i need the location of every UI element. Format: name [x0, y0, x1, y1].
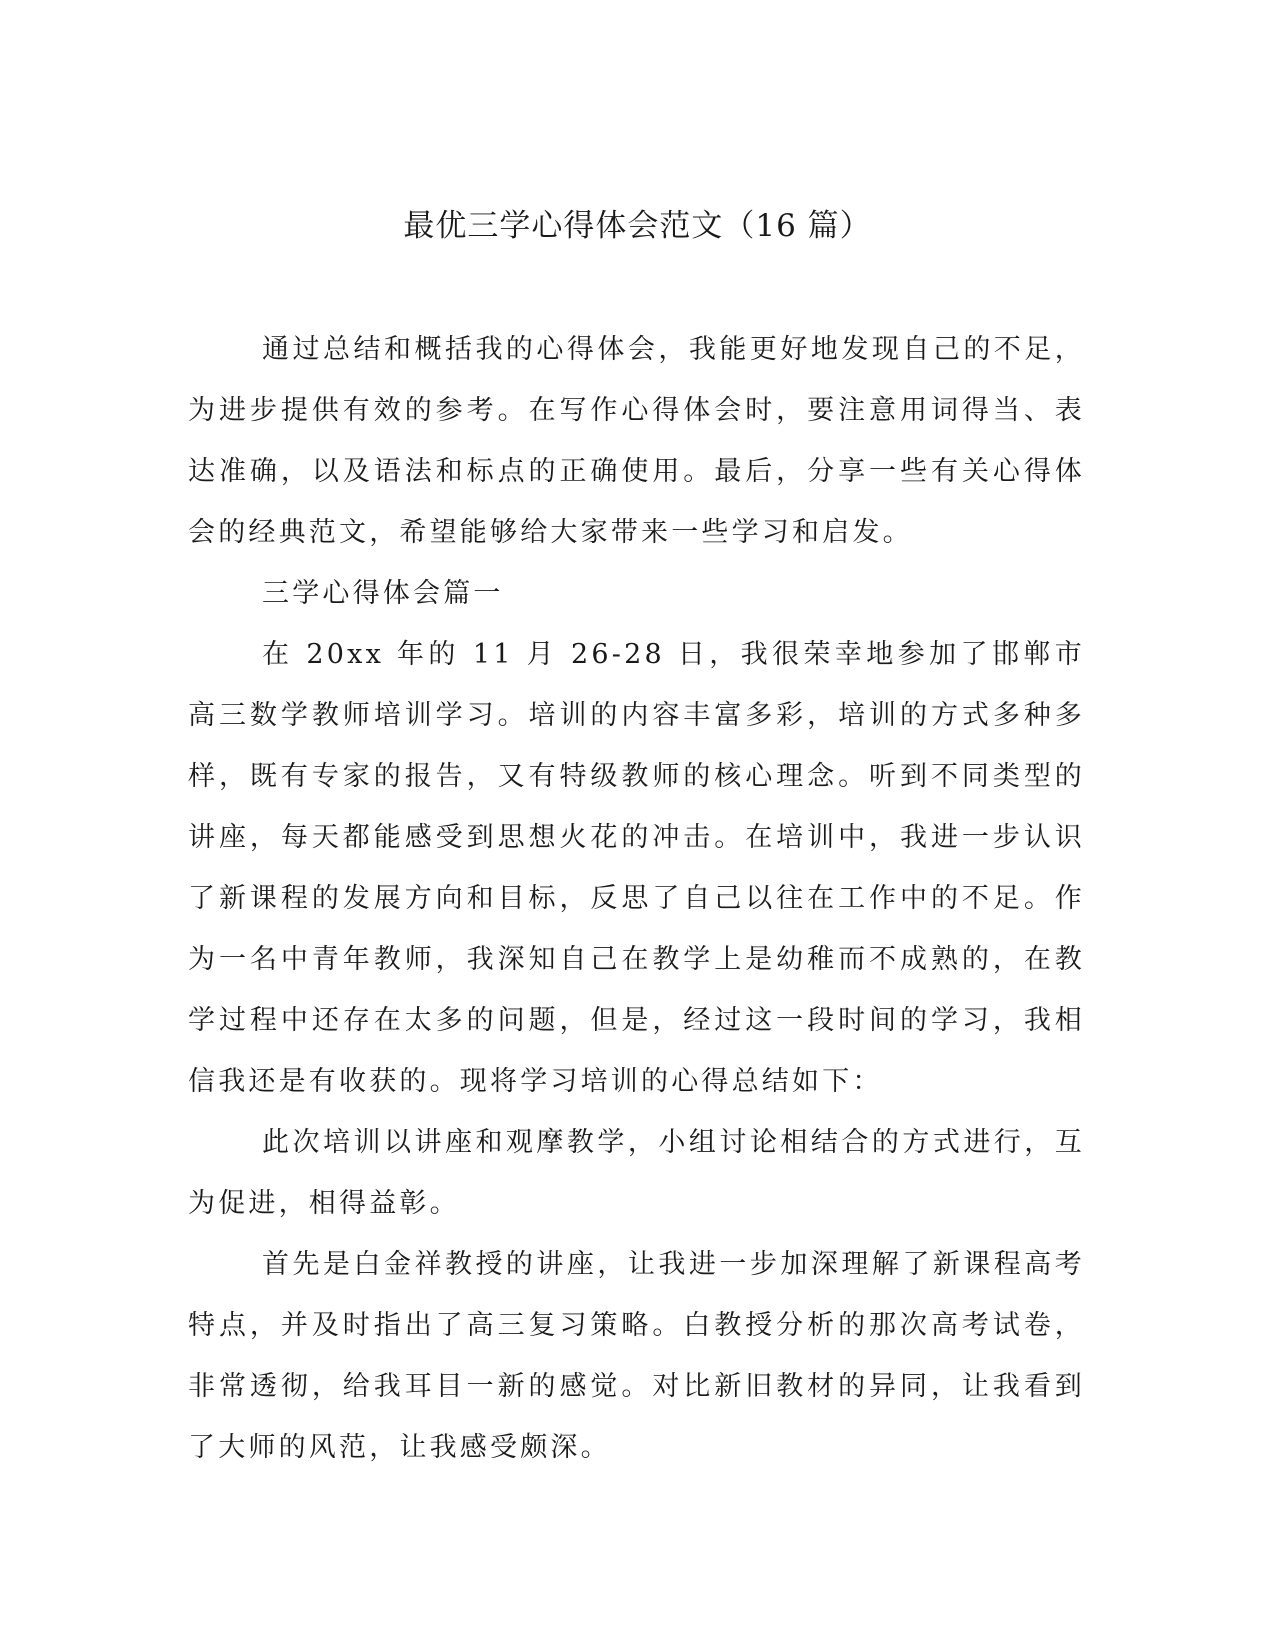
body-paragraph: 在 20xx 年的 11 月 26-28 日，我很荣幸地参加了邯郸市高三数学教师培训学习。培训的内容丰富多彩，培训的方式多种多样，既有专家的报告，又有特级教师的核心理念。听到不同类型的讲座，每天都能感受到思想火花的冲击。在培训中，我进一步认识了新课程的发展方向和目标，反思了自己以往在工作中的不足。作为一名中青年教师，我深知自己在教学上是幼稚而不成熟的，在教学过程中还存在太多的问题，但是，经过这一段时间的学习，我相信我还是有收获的。现将学习培训的心得总结如下： [188, 639, 1085, 1097]
document-title: 最优三学心得体会范文（16 篇） [403, 208, 872, 244]
intro-paragraph: 通过总结和概括我的心得体会，我能更好地发现自己的不足，为进步提供有效的参考。在写作心得体会时，要注意用词得当、表达准确，以及语法和标点的正确使用。最后，分享一些有关心得体会的经典范文，希望能够给大家带来一些学习和启发。 [188, 334, 1085, 548]
section-heading: 三学心得体会篇一 [262, 578, 504, 609]
body-paragraph: 此次培训以讲座和观摩教学，小组讨论相结合的方式进行，互为促进，相得益彰。 [188, 1127, 1085, 1219]
body-paragraph: 首先是白金祥教授的讲座，让我进一步加深理解了新课程高考特点，并及时指出了高三复习策略。白教授分析的那次高考试卷，非常透彻，给我耳目一新的感觉。对比新旧教材的异同，让我看到了大师的风范，让我感受颇深。 [188, 1249, 1085, 1463]
document-body [188, 319, 1085, 1478]
